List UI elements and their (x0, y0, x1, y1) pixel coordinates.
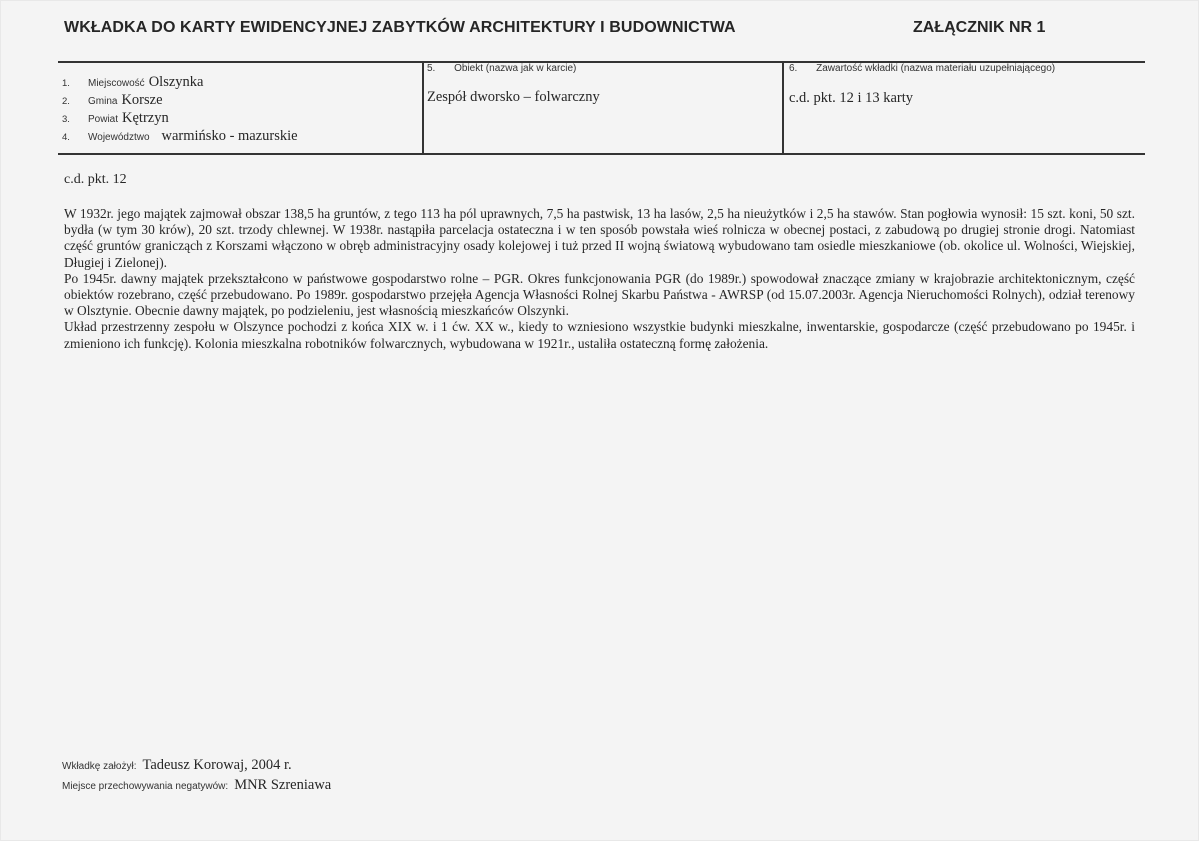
document-title: WKŁADKA DO KARTY EWIDENCYJNEJ ZABYTKÓW ARCHITEKTURY I BUDOWNICTWA (64, 19, 736, 36)
location-row-voivodeship (62, 128, 298, 145)
contents-number: 6. (789, 63, 798, 74)
paragraph: Po 1945r. dawny majątek przekształcono w państwowe gospodarstwo rolne – PGR. Okres funkcjonowania PGR (do 1989r.) spowodował znaczące zmiany w krajobrazie architektonicznym, część obiektów rozebrano, część przebudowano. Po 1989r. gospodarstwo przejęła Agencja Własności Rolnej Skarbu Państwa - AWRSP (od 15.07.2003r. Agencja Nieruchomości Rolnych), odział terenowy w Olsztynie. Obecnie dawny majątek, po podzieleniu, jest własnością mieszkańców Olszynki. (64, 270, 1135, 319)
object-header (427, 63, 576, 74)
row-number: 1. (62, 78, 70, 89)
contents-header (789, 63, 1055, 74)
row-value: Korsze (121, 92, 163, 108)
location-row-commune (62, 92, 163, 109)
continuation-label: c.d. pkt. 12 (64, 172, 127, 187)
row-number: 3. (62, 114, 70, 125)
annex-label: ZAŁĄCZNIK NR 1 (913, 19, 1046, 36)
row-label: Województwo (88, 132, 150, 143)
row-number: 2. (62, 96, 70, 107)
storage-value: MNR Szreniawa (234, 777, 332, 793)
row-number: 4. (62, 132, 70, 143)
table-divider-2 (782, 61, 784, 154)
row-value: warmińsko - mazurskie (161, 128, 298, 144)
row-label: Powiat (88, 114, 119, 125)
author-label: Wkładkę założył: (62, 761, 137, 772)
object-number: 5. (427, 63, 436, 74)
contents-value: c.d. pkt. 12 i 13 karty (789, 90, 914, 106)
paragraph: W 1932r. jego majątek zajmował obszar 138,5 ha gruntów, z tego 113 ha pól uprawnych, 7,5 ha pastwisk, 13 ha lasów, 2,5 ha nieużytków i 2,5 ha stawów. Stan pogłowia wynosił: 15 szt. koni, 50 szt. bydła (w tym 30 krów), 20 szt. trzody chlewnej. W 1938r. nastąpiła parcelacja ostateczna i w ten sposób powstała wieś rolnicza w obecnej postaci, z zabudową po drugiej stronie drogi. Natomiast część gruntów granicząch z Korszami włączono w obręb administracyjny osady kolejowej i tuż przed II wojną światową wybudowano tam osiedle mieszkaniowe (ob. okolice ul. Wolności, Wiejskiej, Długiej i Zielonej). (64, 206, 1135, 270)
author-line (62, 757, 292, 774)
storage-line (62, 777, 331, 794)
contents-label: Zawartość wkładki (nazwa materiału uzupełniającego) (816, 63, 1056, 74)
table-bottom-border (58, 153, 1145, 155)
row-value: Kętrzyn (122, 110, 169, 126)
body-text (64, 206, 1135, 352)
row-label: Miejscowość (88, 78, 145, 89)
paragraph: Układ przestrzenny zespołu w Olszynce pochodzi z końca XIX w. i 1 ćw. XX w., kiedy to wzniesiono wszystkie budynki mieszkalne, inwentarskie, gospodarcze (część przebudowano po 1945r. i zmieniono ich funkcję). Kolonia mieszkalna robotników folwarcznych, wybudowana w 1921r., ustaliła ostateczną formę założenia. (64, 319, 1135, 351)
table-divider-1 (422, 61, 424, 154)
row-label: Gmina (88, 96, 118, 107)
author-value: Tadeusz Korowaj, 2004 r. (142, 757, 292, 773)
object-value: Zespół dworsko – folwarczny (427, 89, 600, 105)
storage-label: Miejsce przechowywania negatywów: (62, 781, 229, 792)
location-row-county (62, 110, 169, 127)
row-value: Olszynka (148, 74, 204, 90)
location-row-town (62, 74, 203, 91)
object-label: Obiekt (nazwa jak w karcie) (454, 63, 577, 74)
